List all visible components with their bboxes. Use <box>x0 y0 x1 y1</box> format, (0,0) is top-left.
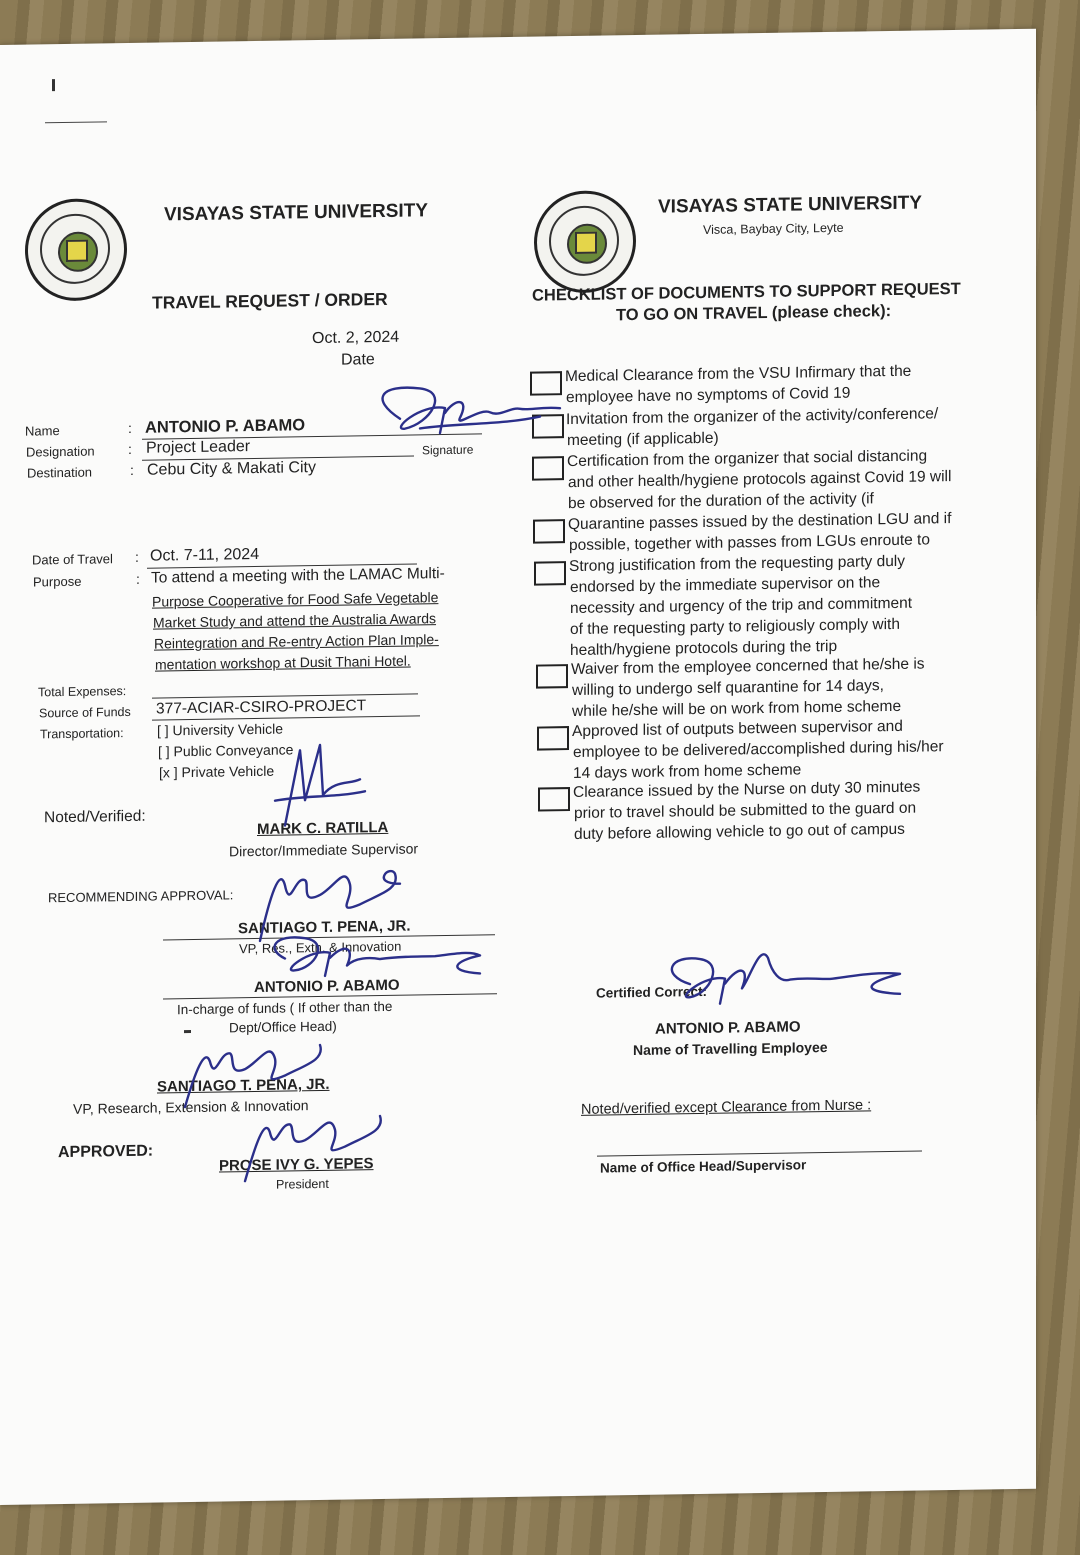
travelling-employee-title: Name of Travelling Employee <box>633 1039 828 1059</box>
signature-label: Signature <box>422 442 474 458</box>
noted-verified-label: Noted/Verified: <box>44 807 146 827</box>
checklist-item-text: and other health/hygiene protocols against Covid 19 will <box>568 468 952 492</box>
noted-title: Director/Immediate Supervisor <box>229 840 419 860</box>
recommending-name: SANTIAGO T. PENA, JR. <box>238 917 411 938</box>
date-label: Date <box>341 351 375 369</box>
source-of-funds-value: 377-ACIAR-CSIRO-PROJECT <box>156 697 367 718</box>
total-expenses-label: Total Expenses: <box>38 684 127 700</box>
vp-name: SANTIAGO T. PENA, JR. <box>157 1075 330 1096</box>
checklist-item-text: Certification from the organizer that social distancing <box>567 447 928 471</box>
checkbox-nurse-clearance[interactable] <box>538 787 570 812</box>
president-title: President <box>276 1176 329 1192</box>
transport-option-university: [ ] University Vehicle <box>157 720 284 739</box>
name-value: ANTONIO P. ABAMO <box>145 416 306 437</box>
form-title: TRAVEL REQUEST / ORDER <box>152 288 388 313</box>
checklist-item-text: Waiver from the employee concerned that he/she is <box>571 655 925 679</box>
recommending-approval-label: RECOMMENDING APPROVAL: <box>48 887 234 906</box>
name-label: Name <box>25 423 60 439</box>
checklist-item-text: Quarantine passes issued by the destination LGU and if <box>568 510 952 534</box>
university-address: Visca, Baybay City, Leyte <box>703 220 844 237</box>
checklist-item-text: employee have no symptoms of Covid 19 <box>566 384 851 407</box>
date-of-travel-value: Oct. 7-11, 2024 <box>150 545 260 565</box>
signature-yepes-icon <box>240 1099 400 1187</box>
checklist-item-text: Invitation from the organizer of the activity/conference/ <box>566 405 939 429</box>
checklist-item-text: prior to travel should be submitted to the guard on <box>574 799 917 822</box>
checkbox-approved-outputs[interactable] <box>537 726 569 751</box>
vsu-seal-left-icon <box>25 198 127 302</box>
approved-label: APPROVED: <box>58 1142 154 1162</box>
destination-value: Cebu City & Makati City <box>147 459 316 479</box>
purpose-line: Purpose Cooperative for Food Safe Vegetable <box>152 589 439 610</box>
transport-option-public: [ ] Public Conveyance <box>158 741 294 760</box>
purpose-label: Purpose <box>33 573 82 590</box>
checklist-item-text: employee to be delivered/accomplished during his/her <box>573 738 944 761</box>
designation-label: Designation <box>26 443 95 460</box>
signature-ratilla-icon <box>265 739 375 831</box>
signature-abamo-bottom-icon <box>640 936 910 1020</box>
checklist-item-text: health/hygiene protocols during the trip <box>570 637 838 660</box>
noted-except-nurse: Noted/verified except Clearance from Nurse : <box>581 1097 872 1118</box>
checklist-item-text: be observed for the duration of the activity (if <box>568 490 874 513</box>
funds-incharge-title-2: Dept/Office Head) <box>229 1018 337 1036</box>
certified-correct-label: Certified Correct: <box>596 983 708 1001</box>
ink-mark <box>184 1030 191 1033</box>
checklist-item-text: meeting (if applicable) <box>567 429 719 450</box>
vp-title: VP, Research, Extension & Innovation <box>73 1097 309 1117</box>
purpose-line: To attend a meeting with the LAMAC Multi- <box>151 565 445 587</box>
recommending-title: VP, Res., Extn. & Innovation <box>239 938 402 957</box>
right-university-name: VISAYAS STATE UNIVERSITY <box>658 192 922 218</box>
funds-incharge-title: In-charge of funds ( If other than the <box>177 998 393 1018</box>
date-of-travel-label: Date of Travel <box>32 551 113 568</box>
checkbox-waiver[interactable] <box>536 664 568 689</box>
funds-incharge-name: ANTONIO P. ABAMO <box>254 976 400 997</box>
source-of-funds-label: Source of Funds <box>39 704 131 721</box>
purpose-line: Reintegration and Re-entry Action Plan Imple- <box>154 631 439 652</box>
destination-label: Destination <box>27 464 93 481</box>
signature-abamo-top-icon <box>360 376 580 459</box>
checklist-item-text: duty before allowing vehicle to go out of campus <box>574 820 905 843</box>
noted-name: MARK C. RATILLA <box>257 818 389 838</box>
checkbox-quarantine-passes[interactable] <box>533 519 565 544</box>
checklist-item-text: of the requesting party to religiously comply with <box>570 615 900 639</box>
travelling-employee-name: ANTONIO P. ABAMO <box>655 1018 801 1038</box>
office-head-label: Name of Office Head/Supervisor <box>600 1157 807 1176</box>
signature-abamo-middle-icon <box>255 925 485 989</box>
date-value: Oct. 2, 2024 <box>312 328 400 348</box>
checklist-title: CHECKLIST OF DOCUMENTS TO SUPPORT REQUEST <box>532 279 961 305</box>
checkbox-certification[interactable] <box>532 456 564 481</box>
checklist-item-text: necessity and urgency of the trip and commitment <box>570 594 913 618</box>
checklist-item-text: Medical Clearance from the VSU Infirmary that the <box>565 362 912 386</box>
checklist-item-text: willing to undergo self quarantine for 14 days, <box>572 677 884 700</box>
left-university-name: VISAYAS STATE UNIVERSITY <box>164 200 428 226</box>
designation-value: Project Leader <box>146 438 251 457</box>
checklist-item-text: possible, together with passes from LGUs enroute to <box>569 531 930 555</box>
purpose-line: Market Study and attend the Australia Awards <box>153 610 437 631</box>
travel-request-document: VISAYAS STATE UNIVERSITY TRAVEL REQUEST / ORDER Oct. 2, 2024 Date Name : ANTONIO P. ABAMO Designation : Project Leader Signature Destination : Cebu City & Makati City Date of Travel : Oct. 7-11, 2024 Purpose : To attend a meeting with the LAMAC Multi- Purpose Cooperative for Food Safe Vegetable Market Study and attend the Australia Awards Reintegration and Re-entry Action Plan Imple- mentation workshop at Dusit Thani Hotel. Total Expenses: Source of Funds 377-ACIAR-CSIRO-PROJECT Transportation: [ ] University Vehicle [ ] Public Conveyance [x ] Private Vehicle Noted/Verified: MARK C. RATILLA Director/Immediate Supervisor RECOMMENDING APPROVAL: SANTIAGO T. PENA, JR. VP, Res., Extn. & Innovation ANTONIO P. ABAMO In-charge of funds ( If other than the Dept/Office Head) SANTIAGO T. PENA, JR. VP, Research, Extension & Innovation APPROVED: PROSE IVY G. YEPES President VISAYAS STATE UNIVERSITY Visca, Baybay City, Leyte CHECKLIST OF DOCUMENTS TO SUPPORT REQUEST TO GO ON TRAVEL (please check): Medical Clearance from the VSU Infirmary that the employee have no symptoms of Covid 19 Invitation from the organizer of the activity/conference/ meeting (if applicable) Certification from the organizer that social distancing and other health/hygiene protocols against Covid 19 will be observed for the duration of the activity (if Quarantine passes issued by the destination LGU and if possible, together with passes from LGUs enroute to Strong justification from the requesting party duly endorsed by the immediate supervisor on the necessity and urgency of the trip and commitment of the requesting party to religiously comply with health/hygiene protocols during the trip Waiver from the employee concerned that he/she is willing to undergo self quarantine for 14 days, while he/she will be on work from home scheme Approved list of outputs between supervisor and employee to be delivered/accomplished during his/her 14 days work from home scheme Clearance issued by the Nurse on duty 30 minutes prior to travel should be submitted to the guard on duty before allowing vehicle to go out of campus Certified Correct: ANTONIO P. ABAMO Name of Travelling Employee Noted/verified except Clearance from Nurse : Name of Office Head/Supervisor <box>0 29 1036 1505</box>
checklist-item-text: Strong justification from the requesting party duly <box>569 552 906 576</box>
checkbox-strong-justification[interactable] <box>534 561 566 586</box>
ink-mark <box>52 79 55 91</box>
president-name: PROSE IVY G. YEPES <box>219 1155 374 1175</box>
checklist-item-text: while he/she will be on work from home scheme <box>572 697 902 721</box>
checklist-item-text: Approved list of outputs between supervisor and <box>572 717 903 741</box>
checklist-title-2: TO GO ON TRAVEL (please check): <box>616 302 892 325</box>
purpose-line: mentation workshop at Dusit Thani Hotel. <box>155 652 411 673</box>
checklist-item-text: endorsed by the immediate supervisor on the <box>570 574 881 597</box>
checklist-item-text: Clearance issued by the Nurse on duty 30 minutes <box>573 778 921 801</box>
transport-option-private: [x ] Private Vehicle <box>159 762 275 781</box>
checklist-item-text: 14 days work from home scheme <box>573 761 802 782</box>
transportation-label: Transportation: <box>40 726 124 742</box>
vsu-seal-right-icon <box>534 190 636 294</box>
